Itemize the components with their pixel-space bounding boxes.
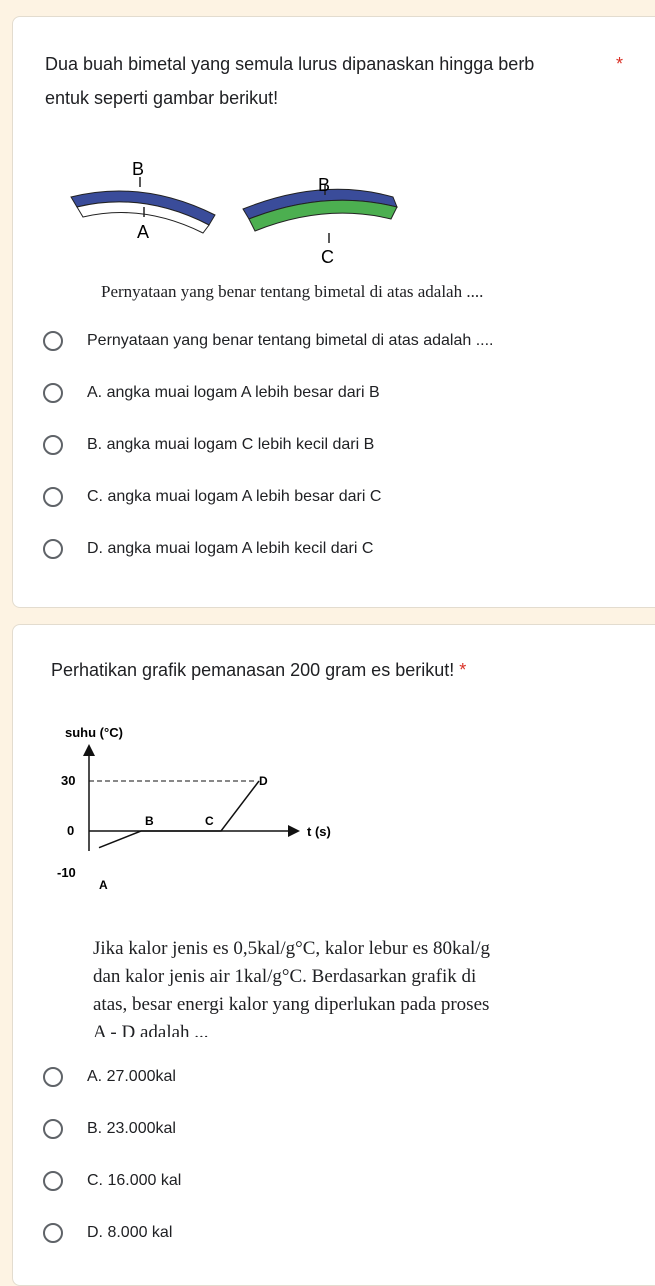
- option-label: A. 27.000kal: [87, 1068, 176, 1085]
- option-a[interactable]: [43, 1062, 176, 1092]
- label-right-b: B: [318, 175, 331, 195]
- option-label: B. angka muai logam C lebih kecil dari B: [87, 436, 375, 453]
- option-label: D. 8.000 kal: [87, 1224, 173, 1241]
- option-label: C. 16.000 kal: [87, 1172, 182, 1189]
- radio-button[interactable]: [43, 1171, 63, 1191]
- question-title: Dua buah bimetal yang semula lurus dipanaskan hingga berb: [45, 54, 535, 74]
- radio-button[interactable]: [43, 383, 63, 403]
- label-left-a: A: [137, 222, 150, 242]
- option-b[interactable]: [43, 430, 374, 460]
- y-tick-0: 0: [67, 823, 75, 838]
- option-label: B. 23.000kal: [87, 1120, 176, 1137]
- x-axis-label: t (s): [307, 824, 331, 839]
- heating-graph: [49, 711, 349, 891]
- heating-curve: [99, 781, 259, 848]
- option-c[interactable]: [43, 1166, 181, 1196]
- required-mark: *: [459, 660, 467, 680]
- radio-button[interactable]: [43, 1223, 63, 1243]
- point-label-d: D: [259, 774, 268, 788]
- option-d[interactable]: [43, 1218, 172, 1248]
- option-c[interactable]: [43, 482, 381, 512]
- radio-button[interactable]: [43, 1067, 63, 1087]
- y-axis-label: suhu (°C): [65, 725, 123, 740]
- radio-button[interactable]: [43, 539, 63, 559]
- point-label-b: B: [145, 814, 154, 828]
- point-label-c: C: [205, 814, 214, 828]
- option-label: A. angka muai logam A lebih besar dari B: [87, 384, 380, 401]
- radio-button[interactable]: [43, 435, 63, 455]
- radio-button[interactable]: [43, 331, 63, 351]
- option-b[interactable]: [43, 1114, 176, 1144]
- statement-text: Pernyataan yang benar tentang bimetal di atas adalah ....: [101, 282, 484, 301]
- question-title-line2: entuk seperti gambar berikut!: [45, 88, 279, 108]
- option-a[interactable]: [43, 378, 380, 408]
- y-tick-30: 30: [61, 773, 76, 788]
- option-label: Pernyataan yang benar tentang bimetal di atas adalah ....: [87, 332, 494, 349]
- question-card-heating-graph: [12, 624, 655, 1286]
- y-tick-neg10: -10: [57, 865, 76, 880]
- question-card-bimetal: [12, 16, 655, 608]
- option-label: D. angka muai logam A lebih kecil dari C: [87, 540, 374, 557]
- point-label-a: A: [99, 878, 108, 891]
- question-title: Perhatikan grafik pemanasan 200 gram es berikut! *: [51, 660, 467, 680]
- required-mark: *: [616, 54, 624, 74]
- option-0[interactable]: [43, 326, 494, 356]
- bimetal-figure: [63, 137, 403, 267]
- question-body: Jika kalor jenis es 0,5kal/g°C, kalor lebur es 80kal/g dan kalor jenis air 1kal/g°C. Berdasarkan grafik di atas, besar energi kalor yang diperlukan pada proses A - D adalah ...: [93, 938, 491, 1037]
- option-d[interactable]: [43, 534, 373, 564]
- radio-button[interactable]: [43, 1119, 63, 1139]
- label-right-c: C: [321, 247, 334, 267]
- radio-button[interactable]: [43, 487, 63, 507]
- label-left-b: B: [132, 159, 145, 179]
- option-label: C. angka muai logam A lebih besar dari C: [87, 488, 382, 505]
